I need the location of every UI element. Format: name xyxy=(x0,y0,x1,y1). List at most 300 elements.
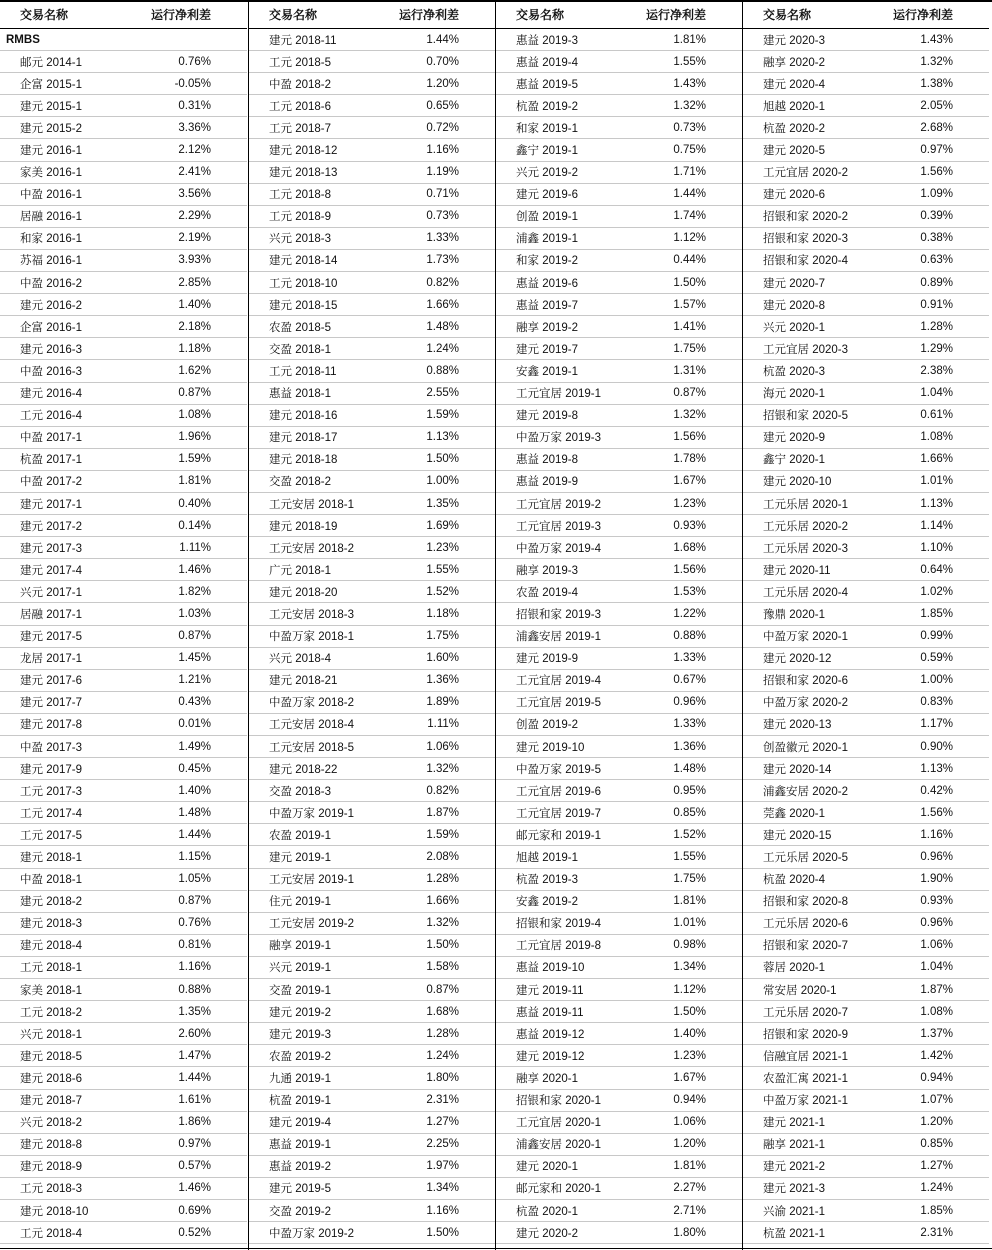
table-row xyxy=(496,162,742,184)
net-spread-value: 0.65% xyxy=(426,99,459,112)
net-spread-value: 1.06% xyxy=(920,939,953,952)
net-spread-value: 2.31% xyxy=(426,1094,459,1107)
deal-name: 中盈万家 2019-5 xyxy=(516,763,602,776)
deal-name: 招银和家 2020-8 xyxy=(763,896,849,909)
deal-name: 创盈徽元 2020-1 xyxy=(763,741,849,754)
net-spread-value: 1.89% xyxy=(426,696,459,709)
net-spread-value: 1.97% xyxy=(426,1160,459,1173)
table-row xyxy=(0,360,247,382)
net-spread-value: 1.56% xyxy=(920,806,953,819)
deal-name: 交盈 2019-1 xyxy=(269,984,332,997)
net-spread-value: 1.16% xyxy=(426,1204,459,1217)
net-spread-value: 1.12% xyxy=(673,983,706,996)
deal-name: 建元 2019-2 xyxy=(269,1006,332,1019)
net-spread-value: 1.81% xyxy=(673,895,706,908)
deal-name: 建元 2019-7 xyxy=(516,343,579,356)
net-spread-value: 0.63% xyxy=(920,254,953,267)
deal-name: 交盈 2018-2 xyxy=(269,476,332,489)
table-row xyxy=(0,1001,247,1023)
net-spread-value: 2.08% xyxy=(426,851,459,864)
deal-name: 建元 2020-15 xyxy=(763,829,832,842)
net-spread-value: 1.11% xyxy=(427,718,459,731)
table-row xyxy=(249,449,495,471)
table-row xyxy=(249,1134,495,1156)
net-spread-value: 0.95% xyxy=(673,784,706,797)
table-row xyxy=(496,648,742,670)
net-spread-value: 3.36% xyxy=(178,121,211,134)
table-row xyxy=(743,360,989,382)
table-row xyxy=(249,824,495,846)
net-spread-value: 1.47% xyxy=(178,1049,211,1062)
net-spread-value: 1.33% xyxy=(673,652,706,665)
table-row xyxy=(496,250,742,272)
table-row xyxy=(0,802,247,824)
net-spread-value: 1.29% xyxy=(920,342,953,355)
table-row xyxy=(0,1222,247,1244)
deal-name: 建元 2017-2 xyxy=(20,520,83,533)
table-row xyxy=(249,626,495,648)
table-row xyxy=(249,338,495,360)
deal-name: 兴元 2017-1 xyxy=(20,586,83,599)
net-spread-value: 1.12% xyxy=(673,232,706,245)
deal-name: 中盈 2016-1 xyxy=(20,189,83,202)
deal-name: 建元 2016-2 xyxy=(20,299,83,312)
deal-name: 工元 2018-2 xyxy=(20,1006,83,1019)
deal-name: 农盈 2019-1 xyxy=(269,829,332,842)
table-row xyxy=(743,471,989,493)
deal-name: 建元 2020-2 xyxy=(516,1227,579,1240)
table-row xyxy=(496,139,742,161)
table-row xyxy=(496,537,742,559)
deal-name: 工元宜居 2019-7 xyxy=(516,807,602,820)
deal-name: 安鑫 2019-2 xyxy=(516,896,579,909)
table-row xyxy=(0,1045,247,1067)
net-spread-value: 1.24% xyxy=(426,1049,459,1062)
deal-name: 广元 2018-1 xyxy=(269,564,332,577)
table-row xyxy=(496,449,742,471)
deal-name: 建元 2020-13 xyxy=(763,719,832,732)
net-spread-value: 1.32% xyxy=(426,762,459,775)
net-spread-value: 1.18% xyxy=(178,342,211,355)
table-row xyxy=(249,692,495,714)
net-spread-value: 1.08% xyxy=(920,431,953,444)
net-spread-value: 1.36% xyxy=(673,740,706,753)
net-spread-value: 1.66% xyxy=(920,453,953,466)
deal-name: 建元 2018-11 xyxy=(269,34,337,47)
net-spread-value: 1.85% xyxy=(920,1204,953,1217)
net-spread-value: 1.33% xyxy=(673,718,706,731)
table-row xyxy=(249,581,495,603)
deal-name: 招银和家 2019-3 xyxy=(516,608,602,621)
deal-name: 建元 2018-8 xyxy=(20,1139,83,1152)
table-row xyxy=(249,559,495,581)
table-row xyxy=(496,493,742,515)
deal-name: 招银和家 2020-1 xyxy=(516,1095,602,1108)
table-row xyxy=(496,405,742,427)
deal-name: 豫鼎 2020-1 xyxy=(763,608,826,621)
table-row xyxy=(249,515,495,537)
table-row xyxy=(743,1156,989,1178)
net-spread-value: 1.50% xyxy=(426,453,459,466)
table-row xyxy=(743,1222,989,1244)
table-row xyxy=(743,383,989,405)
deal-name: 中盈万家 2018-2 xyxy=(269,697,355,710)
table-row xyxy=(743,692,989,714)
table-row xyxy=(496,802,742,824)
table-row xyxy=(249,29,495,51)
net-spread-value: 1.33% xyxy=(426,232,459,245)
table-column-4 xyxy=(742,0,989,1250)
deal-name: 工元安居 2019-2 xyxy=(269,918,355,931)
net-spread-value: 1.55% xyxy=(426,563,459,576)
net-spread-value: 1.82% xyxy=(178,585,211,598)
table-row xyxy=(249,1045,495,1067)
table-row xyxy=(496,846,742,868)
net-spread-value: 1.20% xyxy=(426,77,459,90)
net-spread-value: 1.62% xyxy=(178,364,211,377)
deal-name: 工元 2017-5 xyxy=(20,829,83,842)
net-spread-value: 1.41% xyxy=(673,320,706,333)
net-spread-value: 1.34% xyxy=(673,961,706,974)
table-row xyxy=(0,581,247,603)
net-spread-value: 3.56% xyxy=(178,188,211,201)
deal-name: 建元 2016-4 xyxy=(20,388,83,401)
net-spread-value: 0.97% xyxy=(920,144,953,157)
deal-name: 九通 2019-1 xyxy=(269,1072,332,1085)
table-row xyxy=(743,935,989,957)
table-row xyxy=(0,758,247,780)
net-spread-value: 2.71% xyxy=(673,1204,706,1217)
deal-name: 建元 2019-5 xyxy=(269,1183,332,1196)
table-row xyxy=(496,1001,742,1023)
table-row xyxy=(496,714,742,736)
deal-name: 建元 2018-10 xyxy=(20,1205,89,1218)
net-spread-value: 0.93% xyxy=(920,895,953,908)
table-row xyxy=(0,1090,247,1112)
table-row xyxy=(743,581,989,603)
deal-name: 融享 2019-2 xyxy=(516,321,579,334)
net-spread-value: 1.07% xyxy=(920,1094,953,1107)
deal-name: 安鑫 2019-1 xyxy=(516,365,579,378)
deal-name: 工元宜居 2020-2 xyxy=(763,167,849,180)
net-spread-value: 1.13% xyxy=(920,762,953,775)
table-row xyxy=(0,824,247,846)
deal-name: 工元 2018-9 xyxy=(269,211,332,224)
table-row xyxy=(249,979,495,1001)
table-row xyxy=(0,869,247,891)
table-row xyxy=(496,736,742,758)
net-spread-value: 0.38% xyxy=(920,232,953,245)
table-row xyxy=(249,139,495,161)
deal-name: 惠益 2019-2 xyxy=(269,1161,332,1174)
table-row xyxy=(249,51,495,73)
table-row xyxy=(496,1067,742,1089)
table-row xyxy=(496,559,742,581)
table-bottom-rule xyxy=(0,1248,992,1249)
net-spread-value: 1.34% xyxy=(426,1182,459,1195)
table-row xyxy=(496,780,742,802)
deal-name: 工元宜居 2019-8 xyxy=(516,940,602,953)
net-spread-value: 1.55% xyxy=(673,851,706,864)
table-row xyxy=(249,117,495,139)
table-row xyxy=(0,117,247,139)
table-row xyxy=(249,73,495,95)
net-spread-value: 1.16% xyxy=(920,828,953,841)
net-spread-value: 1.31% xyxy=(673,364,706,377)
table-row xyxy=(743,427,989,449)
deal-name: 融享 2019-3 xyxy=(516,564,579,577)
net-spread-value: 0.93% xyxy=(673,519,706,532)
deal-name: 旭越 2020-1 xyxy=(763,100,826,113)
net-spread-value: 1.38% xyxy=(920,77,953,90)
deal-name: 中盈 2018-2 xyxy=(269,78,332,91)
deal-name: 融享 2021-1 xyxy=(763,1139,826,1152)
header-name-label: 交易名称 xyxy=(20,7,69,22)
deal-name: 工元宜居 2019-2 xyxy=(516,498,602,511)
deal-name: 工元安居 2018-1 xyxy=(269,498,355,511)
net-spread-value: 1.71% xyxy=(673,166,706,179)
net-spread-value: 1.20% xyxy=(920,1116,953,1129)
net-spread-value: 1.23% xyxy=(426,541,459,554)
net-spread-value: 1.32% xyxy=(920,55,953,68)
deal-name: 工元 2018-3 xyxy=(20,1183,83,1196)
net-spread-value: 0.69% xyxy=(178,1204,211,1217)
net-spread-value: 1.57% xyxy=(673,298,706,311)
net-spread-value: 1.69% xyxy=(426,519,459,532)
deal-name: 建元 2018-5 xyxy=(20,1050,83,1063)
deal-name: 杭盈 2020-3 xyxy=(763,365,826,378)
table-row xyxy=(496,603,742,625)
deal-name: 工元 2018-4 xyxy=(20,1227,83,1240)
table-row xyxy=(249,95,495,117)
deal-name: 工元宜居 2020-3 xyxy=(763,343,849,356)
table-row xyxy=(743,979,989,1001)
net-spread-value: 1.02% xyxy=(920,585,953,598)
net-spread-value: 2.60% xyxy=(178,1027,211,1040)
net-spread-value: 1.28% xyxy=(426,873,459,886)
net-spread-value: 1.22% xyxy=(673,607,706,620)
table-row xyxy=(496,1156,742,1178)
table-row xyxy=(496,1134,742,1156)
table-column-3 xyxy=(495,0,742,1250)
net-spread-value: 0.87% xyxy=(178,387,211,400)
table-row xyxy=(496,935,742,957)
deal-name: 建元 2019-6 xyxy=(516,189,579,202)
deal-name: 工元 2018-5 xyxy=(269,56,332,69)
deal-name: 招银和家 2020-9 xyxy=(763,1028,849,1041)
deal-name: 建元 2017-4 xyxy=(20,564,83,577)
net-spread-value: 1.13% xyxy=(426,431,459,444)
net-spread-value: 0.76% xyxy=(178,55,211,68)
deal-name: 常安居 2020-1 xyxy=(763,984,837,997)
deal-name: 融享 2020-1 xyxy=(516,1072,579,1085)
net-spread-value: 0.73% xyxy=(426,210,459,223)
table-row xyxy=(743,802,989,824)
deal-name: 建元 2019-4 xyxy=(269,1117,332,1130)
table-row xyxy=(0,714,247,736)
deal-name: 建元 2021-2 xyxy=(763,1161,826,1174)
table-row xyxy=(496,383,742,405)
deal-name: 苏福 2016-1 xyxy=(20,255,83,268)
table-row xyxy=(0,1112,247,1134)
net-spread-value: 2.29% xyxy=(178,210,211,223)
table-row xyxy=(249,802,495,824)
deal-name: 惠益 2019-5 xyxy=(516,78,579,91)
table-row xyxy=(496,360,742,382)
deal-name: 兴元 2019-2 xyxy=(516,167,579,180)
table-row xyxy=(0,957,247,979)
deal-name: 招银和家 2019-4 xyxy=(516,918,602,931)
net-spread-value: 0.70% xyxy=(426,55,459,68)
table-row xyxy=(249,1200,495,1222)
deal-name: 建元 2018-19 xyxy=(269,520,338,533)
table-row xyxy=(0,51,247,73)
net-spread-value: 1.56% xyxy=(673,563,706,576)
deal-name: 中盈 2016-3 xyxy=(20,365,83,378)
deal-name: 兴元 2018-2 xyxy=(20,1117,83,1130)
net-spread-value: 2.41% xyxy=(178,166,211,179)
table-row xyxy=(249,184,495,206)
table-row xyxy=(743,316,989,338)
deal-name: 建元 2017-8 xyxy=(20,719,83,732)
net-spread-value: 0.61% xyxy=(920,409,953,422)
net-spread-value: 0.82% xyxy=(426,276,459,289)
table-row xyxy=(0,559,247,581)
table-row xyxy=(0,405,247,427)
table-row xyxy=(0,471,247,493)
net-spread-value: 1.24% xyxy=(426,342,459,355)
net-spread-value: 1.06% xyxy=(673,1116,706,1129)
table-row xyxy=(0,603,247,625)
deal-name: 建元 2020-5 xyxy=(763,145,826,158)
net-spread-value: 2.68% xyxy=(920,121,953,134)
net-spread-value: 1.32% xyxy=(673,409,706,422)
net-spread-value: 1.46% xyxy=(178,1182,211,1195)
table-row xyxy=(743,515,989,537)
deal-name: 企富 2016-1 xyxy=(20,321,83,334)
deal-name: 兴元 2020-1 xyxy=(763,321,826,334)
deal-name: 浦鑫安居 2020-2 xyxy=(763,785,849,798)
table-row xyxy=(249,427,495,449)
net-spread-value: 1.45% xyxy=(178,652,211,665)
table-row xyxy=(496,692,742,714)
table-row xyxy=(249,272,495,294)
table-row xyxy=(743,184,989,206)
net-spread-value: 1.80% xyxy=(426,1071,459,1084)
deal-name: 建元 2019-1 xyxy=(269,852,332,865)
table-row xyxy=(249,648,495,670)
deal-name: 工元宜居 2019-6 xyxy=(516,785,602,798)
deal-name: 兴元 2018-1 xyxy=(20,1028,83,1041)
deal-name: 工元乐居 2020-7 xyxy=(763,1006,849,1019)
deal-name: 中盈万家 2019-4 xyxy=(516,542,602,555)
net-spread-value: 1.36% xyxy=(426,674,459,687)
table-row xyxy=(0,670,247,692)
net-spread-value: 1.23% xyxy=(673,497,706,510)
deal-name: 工元 2018-1 xyxy=(20,962,83,975)
table-row xyxy=(496,869,742,891)
net-spread-value: 0.59% xyxy=(920,652,953,665)
deal-name: 招银和家 2020-5 xyxy=(763,410,849,423)
table-row xyxy=(249,405,495,427)
deal-name: 建元 2019-9 xyxy=(516,653,579,666)
table-row xyxy=(743,1045,989,1067)
deal-name: 招银和家 2020-6 xyxy=(763,675,849,688)
table-row xyxy=(249,869,495,891)
deal-name: 浦鑫安居 2019-1 xyxy=(516,631,602,644)
deal-name: 建元 2020-6 xyxy=(763,189,826,202)
table-row xyxy=(496,1178,742,1200)
deal-name: 鑫宁 2019-1 xyxy=(516,145,579,158)
table-row xyxy=(249,603,495,625)
deal-name: 建元 2018-16 xyxy=(269,410,338,423)
deal-name: 招银和家 2020-4 xyxy=(763,255,849,268)
table-row xyxy=(249,294,495,316)
deal-name: 莞鑫 2020-1 xyxy=(763,807,826,820)
deal-name: 海元 2020-1 xyxy=(763,388,826,401)
deal-name: 建元 2019-12 xyxy=(516,1050,585,1063)
net-spread-value: 0.85% xyxy=(920,1138,953,1151)
table-row xyxy=(0,184,247,206)
deal-name: 中盈 2017-2 xyxy=(20,476,83,489)
table-row xyxy=(496,294,742,316)
deal-name: 建元 2018-7 xyxy=(20,1095,83,1108)
net-spread-value: 1.24% xyxy=(920,1182,953,1195)
table-row xyxy=(0,648,247,670)
deal-name: 邮元家和 2020-1 xyxy=(516,1183,602,1196)
deal-name: 工元安居 2018-3 xyxy=(269,608,355,621)
net-spread-value: 2.12% xyxy=(178,144,211,157)
net-spread-value: 1.50% xyxy=(673,1005,706,1018)
table-row xyxy=(496,206,742,228)
net-spread-value: 1.60% xyxy=(426,652,459,665)
deal-name: 家美 2018-1 xyxy=(20,984,83,997)
net-spread-value: 1.04% xyxy=(920,387,953,400)
deal-name: 和家 2016-1 xyxy=(20,233,83,246)
deal-name: 交盈 2018-1 xyxy=(269,343,332,356)
table-row xyxy=(743,1178,989,1200)
table-row xyxy=(249,471,495,493)
net-spread-value: 1.37% xyxy=(920,1027,953,1040)
deal-name: 招银和家 2020-3 xyxy=(763,233,849,246)
net-spread-value: 1.17% xyxy=(920,718,953,731)
deal-name: 农盈 2019-4 xyxy=(516,586,579,599)
deal-name: 建元 2019-3 xyxy=(269,1028,332,1041)
table-row xyxy=(743,206,989,228)
net-spread-value: 1.16% xyxy=(426,144,459,157)
net-spread-value: 1.44% xyxy=(673,188,706,201)
deal-name: 工元宜居 2019-3 xyxy=(516,520,602,533)
deal-name: 建元 2020-1 xyxy=(516,1161,579,1174)
net-spread-value: 1.49% xyxy=(178,740,211,753)
net-spread-value: 1.75% xyxy=(426,630,459,643)
table-row xyxy=(496,824,742,846)
header-name-label: 交易名称 xyxy=(763,7,812,22)
table-row xyxy=(743,162,989,184)
deal-name: 建元 2021-3 xyxy=(763,1183,826,1196)
net-spread-value: 0.64% xyxy=(920,563,953,576)
table-row xyxy=(0,316,247,338)
net-spread-value: 1.10% xyxy=(920,541,953,554)
table-row xyxy=(743,1112,989,1134)
net-spread-value: 0.91% xyxy=(920,298,953,311)
deal-name: 杭盈 2021-1 xyxy=(763,1227,826,1240)
table-row xyxy=(0,537,247,559)
table-row xyxy=(743,648,989,670)
deal-name: 工元 2018-7 xyxy=(269,122,332,135)
net-spread-value: 1.74% xyxy=(673,210,706,223)
deal-name: 中盈万家 2021-1 xyxy=(763,1095,849,1108)
